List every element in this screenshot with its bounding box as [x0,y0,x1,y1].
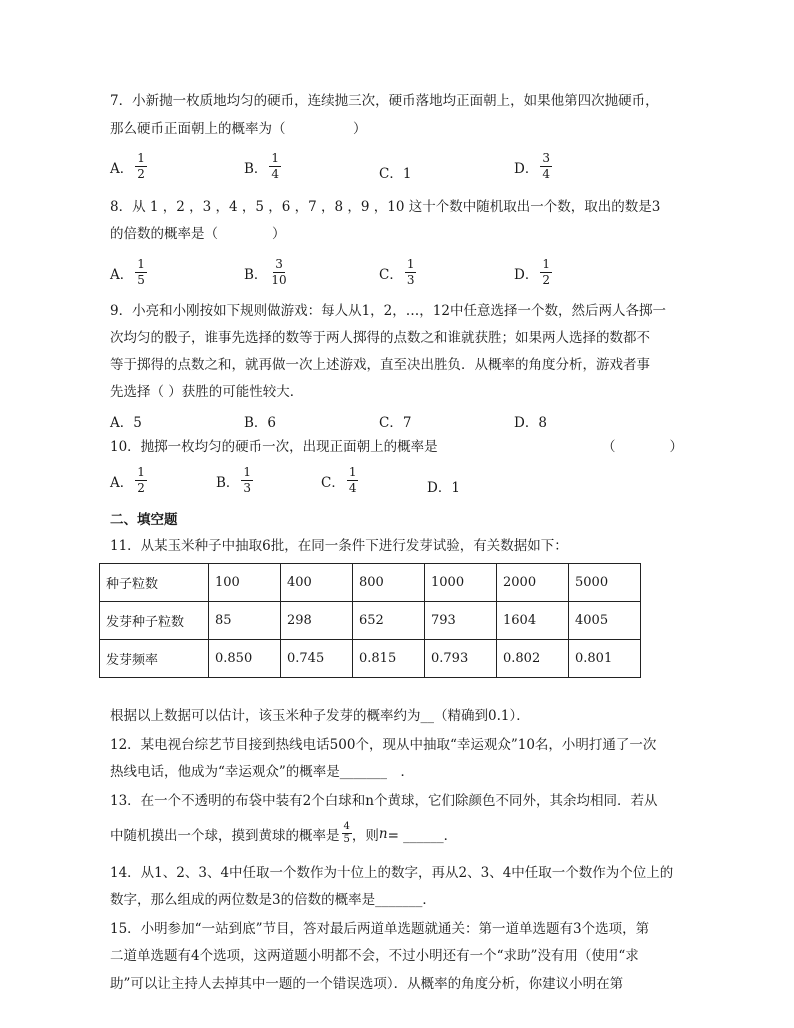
q13-line2: 中随机摸出一个球，摸到黄球的概率是 $\frac{4}{5}$ ，则 n = ______． [110,821,458,845]
q7-line2: 那么硬币正面朝上的概率为（ ） [110,121,367,137]
table-cell: 5000 [569,564,641,602]
q8-option-c: C． $\frac{1}{3}$ [379,257,415,287]
q7-option-a: A． $\frac{1}{2}$ [110,151,145,181]
q15-line1: 15．小明参加“一站到底”节目，答对最后两道单选题就通关：第一道单选题有3个选项，第 [110,921,650,937]
table-cell: 400 [281,564,353,602]
q15-line3: 助”可以让主持人去掉其中一题的一个错误选项）．从概率的角度分析，你建议小明在第 [110,976,624,992]
q9-option-c: C．7 [379,415,412,431]
table-cell: 0.802 [497,640,569,678]
q9-option-d: D．8 [514,415,547,431]
q12-line2: 热线电话，他成为“幸运观众”的概率是_______ ． [110,764,415,780]
table-cell: 发芽种子粒数 [100,602,209,640]
q7-option-b: B． $\frac{1}{4}$ [244,151,280,181]
q10-paren: （ ） [602,439,683,455]
q7-option-c: C．1 [379,166,412,182]
table-cell: 0.850 [209,640,281,678]
q10-option-b: B． $\frac{1}{3}$ [216,465,252,495]
q9-option-b: B．6 [244,415,277,431]
table-cell: 1604 [497,602,569,640]
table-row [100,564,641,602]
q13-fraction: $\frac{4}{5}$ [343,821,350,845]
q8-option-a: A． $\frac{1}{5}$ [110,257,145,287]
table-cell: 1000 [425,564,497,602]
table-cell: 0.793 [425,640,497,678]
table-cell: 100 [209,564,281,602]
q11-line1: 11．从某玉米种子中抽取6批，在同一条件下进行发芽试验，有关数据如下： [110,538,568,554]
q15-line2: 二道单选题有4个选项，这两道题小明都不会，不过小明还有一个“求助”没有用（使用“求 [110,948,639,964]
table-row [100,640,641,678]
table-cell: 298 [281,602,353,640]
q11-after: 根据以上数据可以估计，该玉米种子发芽的概率约为__（精确到0.1）． [110,708,530,724]
table-cell: 0.815 [353,640,425,678]
table-row [100,602,641,640]
q7-line1: 7．小新抛一枚质地均匀的硬币，连续抛三次，硬币落地均正面朝上，如果他第四次抛硬币， [110,93,659,109]
q8-line1: 8．从 1 ，2 ，3 ，4 ，5 ，6 ，7 ，8 ，9 ，10 这十个数中随机取出一个数，取出的数是3 [110,199,661,215]
q10-option-a: A． $\frac{1}{2}$ [110,465,145,495]
q9-line2: 次均匀的骰子，谁事先选择的数等于两人掷得的点数之和谁就获胜；如果两人选择的数都不 [110,330,650,346]
q8-option-d: D． $\frac{1}{2}$ [514,257,550,287]
q13-line1: 13．在一个不透明的布袋中装有2个白球和n个黄球，它们除颜色不同外，其余均相同．若从 [110,793,658,809]
q8-option-b: B． $\frac{3}{10}$ [244,257,287,287]
section-heading: 二、填空题 [110,512,178,528]
q10-option-d: D．1 [427,480,460,496]
table-cell: 0.745 [281,640,353,678]
q9-line4: 先选择（ ）获胜的可能性较大． [110,384,304,400]
table-cell: 发芽频率 [100,640,209,678]
q10-option-c: C． $\frac{1}{4}$ [321,465,357,495]
table-cell: 800 [353,564,425,602]
q8-line2: 的倍数的概率是（ ） [110,226,286,242]
q9-line1: 9．小亮和小刚按如下规则做游戏：每人从1，2，…，12中任意选择一个数，然后两人各掷一 [110,303,666,319]
q14-line2: 数字，那么组成的两位数是3的倍数的概率是_______． [110,892,436,908]
table-cell: 85 [209,602,281,640]
table-cell: 793 [425,602,497,640]
germination-table [99,563,641,678]
table-cell: 2000 [497,564,569,602]
q12-line1: 12．某电视台综艺节目接到热线电话500个，现从中抽取“幸运观众”10名，小明打通了一次 [110,737,657,753]
q9-option-a: A．5 [110,415,142,431]
q9-line3: 等于掷得的点数之和，就再做一次上述游戏，直至决出胜负．从概率的角度分析，游戏者事 [110,357,650,373]
q7-option-d: D． $\frac{3}{4}$ [514,151,550,181]
q14-line1: 14．从1、2、3、4中任取一个数作为十位上的数字，再从2、3、4中任取一个数作为个位上的 [110,865,674,881]
q10-line1: 10．抛掷一枚均匀的硬币一次，出现正面朝上的概率是 [110,439,438,455]
table-cell: 种子粒数 [100,564,209,602]
table-cell: 652 [353,602,425,640]
table-cell: 0.801 [569,640,641,678]
table-cell: 4005 [569,602,641,640]
